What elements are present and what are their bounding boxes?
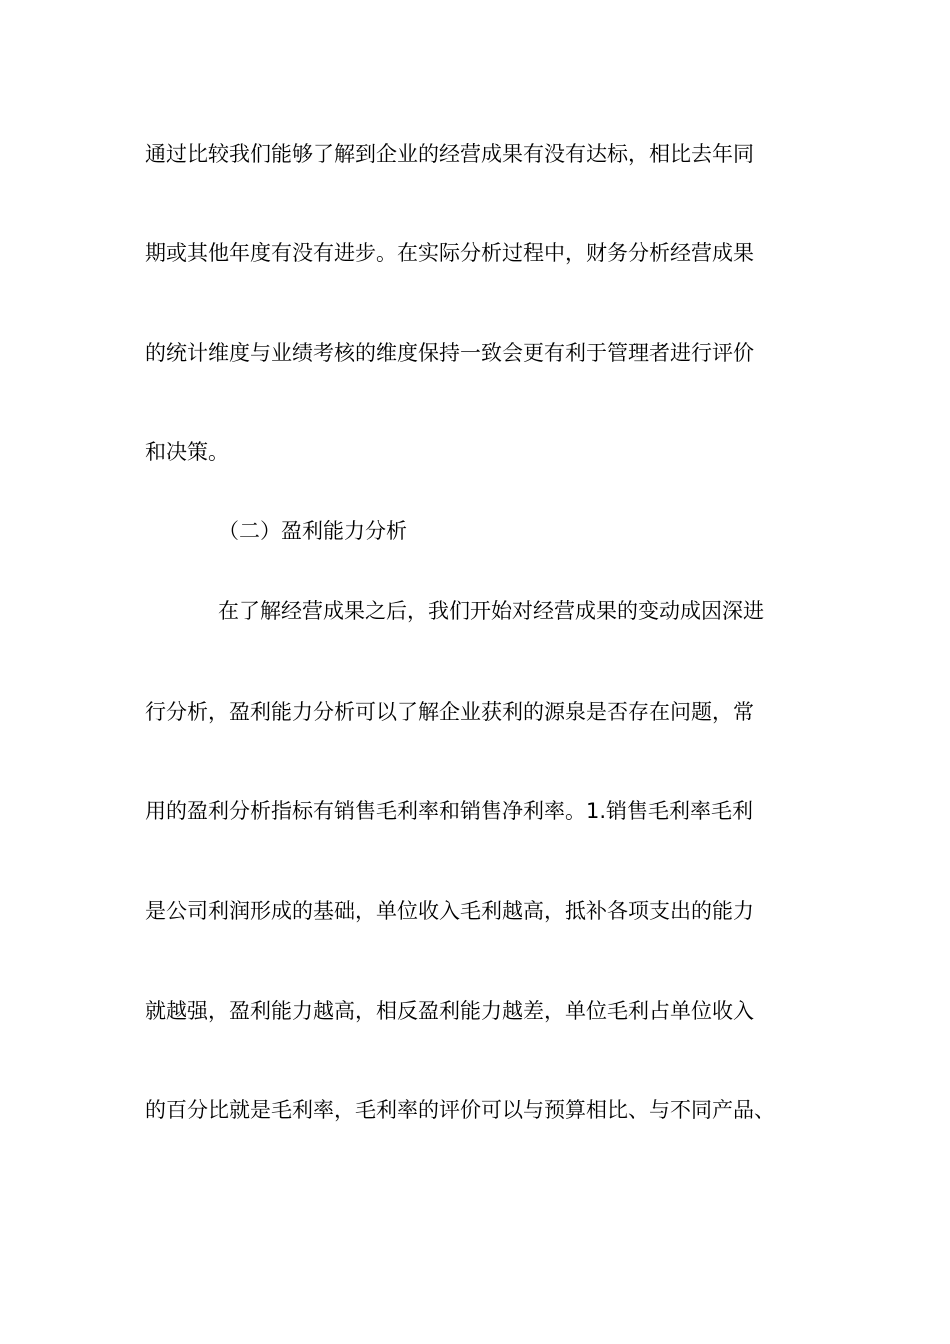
body-text-line: 和决策。 <box>145 440 229 464</box>
body-text-line: 期或其他年度有没有进步。在实际分析过程中，财务分析经营成果 <box>145 241 754 265</box>
section-heading: （二）盈利能力分析 <box>218 519 407 543</box>
body-text-line: 通过比较我们能够了解到企业的经营成果有没有达标，相比去年同 <box>145 142 754 166</box>
body-text-line: 是公司利润形成的基础，单位收入毛利越高，抵补各项支出的能力 <box>145 899 754 923</box>
body-text-line: 行分析，盈利能力分析可以了解企业获利的源泉是否存在问题，常 <box>145 700 754 724</box>
body-text-line: 用的盈利分析指标有销售毛利率和销售净利率。1.销售毛利率毛利 <box>145 799 754 823</box>
body-text-line: 就越强，盈利能力越高，相反盈利能力越差，单位毛利占单位收入 <box>145 999 754 1023</box>
body-text-line: 的百分比就是毛利率，毛利率的评价可以与预算相比、与不同产品、 <box>145 1098 775 1122</box>
body-text-line: 在了解经营成果之后，我们开始对经营成果的变动成因深进 <box>218 599 764 623</box>
body-text-line: 的统计维度与业绩考核的维度保持一致会更有利于管理者进行评价 <box>145 341 754 365</box>
